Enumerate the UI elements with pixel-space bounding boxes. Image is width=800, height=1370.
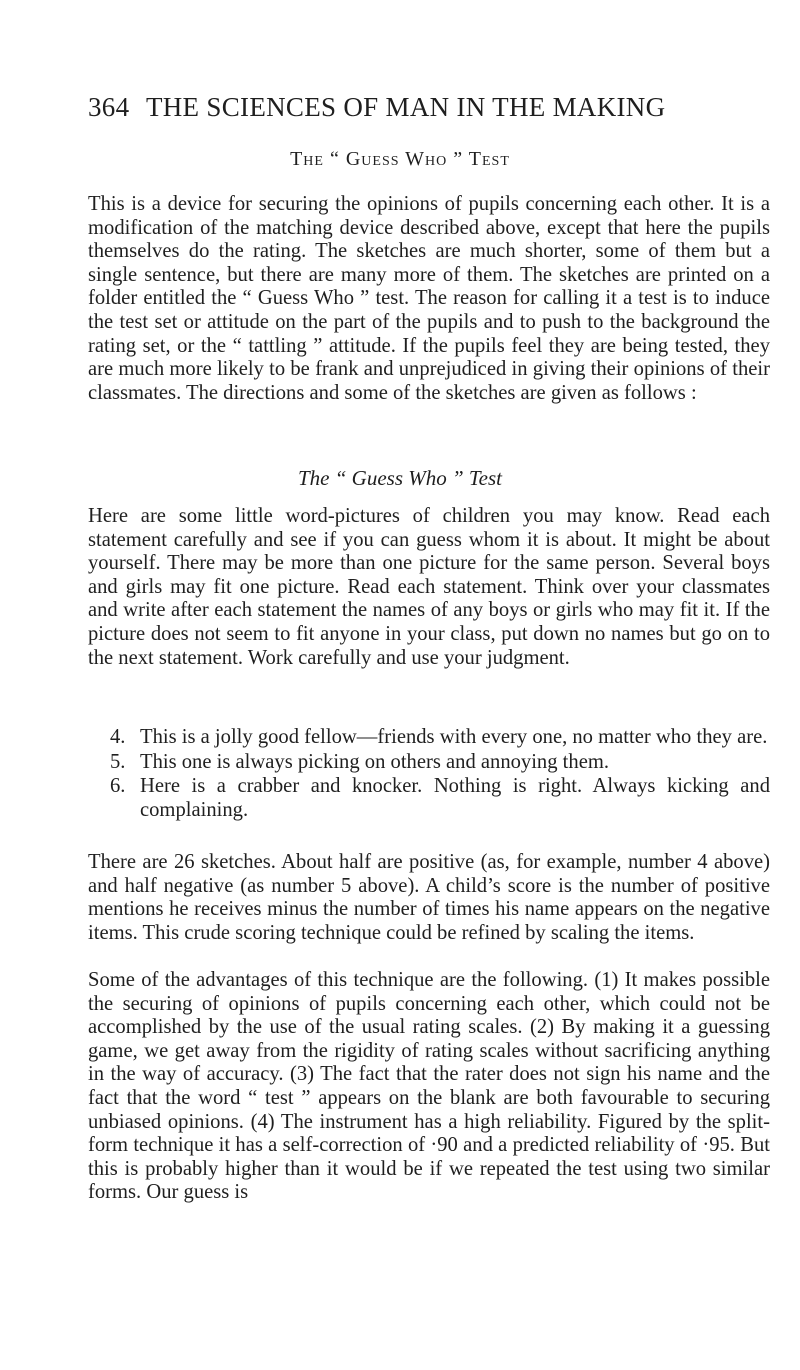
- advantages-paragraph: [88, 969, 770, 1205]
- list-item: [110, 751, 770, 775]
- item-number: 5.: [110, 750, 126, 773]
- item-text: This one is always picking on others and annoying them.: [140, 750, 610, 773]
- list-item: [110, 775, 770, 822]
- item-text: This is a jolly good fellow—friends with every one, no matter who they are.: [140, 726, 768, 748]
- test-title: The “ Guess Who ” Test: [297, 466, 502, 490]
- scoring-paragraph-text: There are 26 sketches. About half are positive (as, for example, number 4 above) and half negative (as number 5 above). A child’s score is the number of positive mentions he receives minus the number of times his name appears on the negative items. This crude scoring technique could be refined by scaling the items.: [88, 851, 770, 944]
- sketch-items-list: [110, 726, 770, 823]
- scoring-paragraph: [88, 851, 770, 945]
- running-header: [88, 92, 708, 123]
- directions-paragraph: [88, 505, 770, 670]
- intro-paragraph-text: This is a device for securing the opinions of pupils concerning each other. It is a modification of the matching device described above, except that here the pupils themselves do the rating. The sketches are much shorter, some of them but a single sentence, but there are many more of them. The sketches are printed on a folder entitled the “ Guess Who ” test. The reason for calling it a test is to induce the test set or attitude on the part of the pupils and to push to the background the rating set, or the “ tattling ” attitude. If the pupils feel they are being tested, they are much more likely to be frank and unprejudiced in giving their opinions of their classmates. The directions and some of the sketches are given as follows :: [88, 193, 770, 404]
- page-number: 364: [88, 92, 130, 122]
- running-title: THE SCIENCES OF MAN IN THE MAKING: [145, 92, 666, 122]
- section-title: The “ Guess Who ” Test: [290, 148, 510, 170]
- list-item: [110, 726, 770, 750]
- item-text: Here is a crabber and knocker. Nothing is right. Always kicking and complaining.: [140, 775, 770, 821]
- item-number: 6.: [110, 775, 126, 798]
- intro-paragraph: [88, 193, 770, 405]
- directions-paragraph-text: Here are some little word-pictures of children you may know. Read each statement carefully and see if you can guess whom it is about. It might be about yourself. There may be more than one picture for the same person. Several boys and girls may fit one picture. Read each statement. Think over your classmates and write after each statement the names of any boys or girls who may fit it. If the picture does not seem to fit anyone in your class, put down no names but go on to the next statement. Work carefully and use your judgment.: [88, 505, 770, 669]
- advantages-paragraph-text: Some of the advantages of this technique are the following. (1) It makes possible the securing of opinions of pupils concerning each other, which could not be accomplished by the use of the usual rating scales. (2) By making it a guessing game, we get away from the rigidity of rating scales without sacrificing anything in the way of accuracy. (3) The fact that the rater does not sign his name and the fact that the word “ test ” appears on the blank are both favourable to securing unbiased opinions. (4) The instrument has a high reliability. Figured by the split-form technique it has a self-correction of ·90 and a predicted reliability of ·95. But this is probably higher than it would be if we repeated the test using two similar forms. Our guess is: [88, 969, 770, 1204]
- item-number: 4.: [110, 726, 126, 748]
